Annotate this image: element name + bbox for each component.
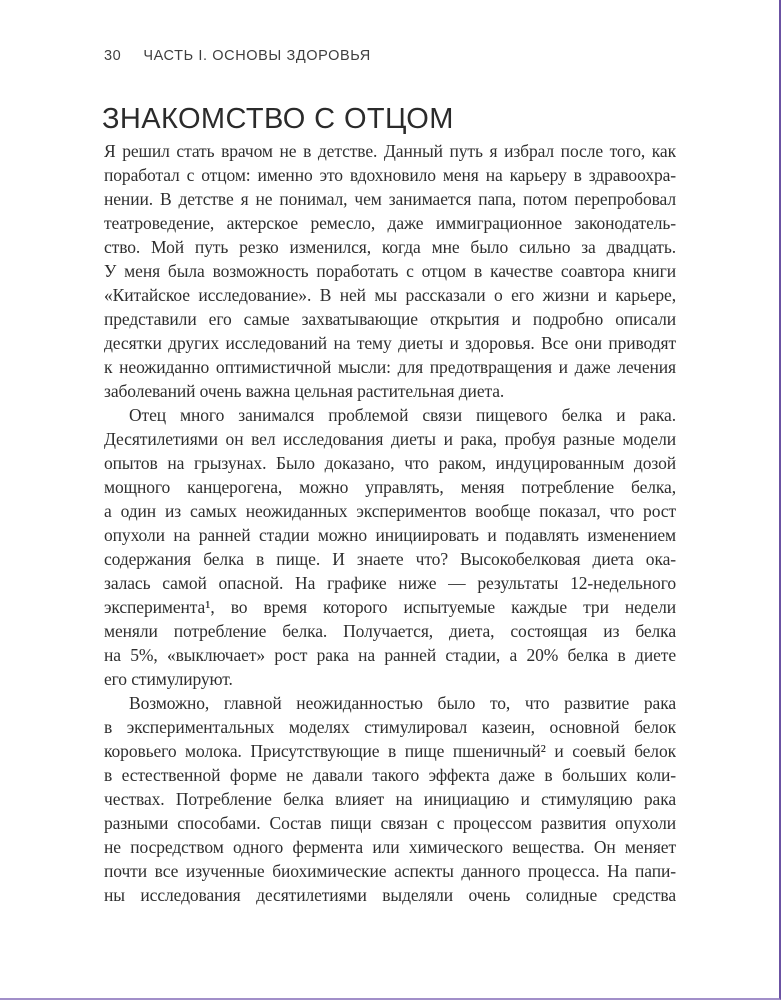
text-line: меняли потребление белка. Получается, диета, состоящая из белка <box>104 621 676 641</box>
text-line: мощного канцерогена, можно управлять, меняя потребление белка, <box>104 477 676 497</box>
body-text <box>104 139 676 907</box>
text-line: Возможно, главной неожиданностью было то, что развитие рака <box>129 693 676 713</box>
running-header <box>104 48 676 64</box>
text-line: содержания белка в пище. И знаете что? Высокобелковая диета ока- <box>104 549 676 569</box>
paragraph <box>104 139 676 403</box>
text-line: не посредством одного фермента или химического вещества. Он меняет <box>104 837 676 857</box>
text-line: к неожиданно оптимистичной мысли: для предотвращения и даже лечения <box>104 357 676 377</box>
text-line: Я решил стать врачом не в детстве. Данный путь я избрал после того, как <box>104 141 676 161</box>
text-line: Десятилетиями он вел исследования диеты и рака, пробуя разные модели <box>104 429 676 449</box>
chapter-title: ЗНАКОМСТВО С ОТЦОМ <box>102 103 454 136</box>
paragraph <box>104 403 676 691</box>
text-line: эксперимента¹, во время которого испытуемые каждые три недели <box>104 597 676 617</box>
text-line: ство. Мой путь резко изменился, когда мне было сильно за двадцать. <box>104 237 676 257</box>
running-head-text: ЧАСТЬ I. ОСНОВЫ ЗДОРОВЬЯ <box>143 48 371 64</box>
text-line: заболеваний очень важна цельная растительная диета. <box>104 381 505 401</box>
text-line: ны исследования десятилетиями выделяли очень солидные средства <box>104 885 676 905</box>
text-line: театроведение, актерское ремесло, даже иммиграционное законодатель- <box>104 213 676 233</box>
text-line: опухоли на ранней стадии можно инициировать и подавлять изменением <box>104 525 676 545</box>
text-line: его стимулируют. <box>104 669 233 689</box>
paragraph <box>104 691 676 907</box>
text-line: У меня была возможность поработать с отцом в качестве соавтора книги <box>104 261 676 281</box>
text-line: Отец много занимался проблемой связи пищевого белка и рака. <box>129 405 676 425</box>
text-line: а один из самых неожиданных экспериментов вообще показал, что рост <box>104 501 676 521</box>
text-line: «Китайское исследование». В ней мы рассказали о его жизни и карьере, <box>104 285 676 305</box>
text-line: разными способами. Состав пищи связан с процессом развития опухоли <box>104 813 676 833</box>
text-line: в естественной форме не давали такого эффекта даже в больших коли- <box>104 765 676 785</box>
text-line: залась самой опасной. На графике ниже — результаты 12-недельного <box>104 573 676 593</box>
text-line: почти все изученные биохимические аспекты данного процесса. На папи- <box>104 861 676 881</box>
text-line: десятки других исследований на тему диеты и здоровья. Все они приводят <box>104 333 676 353</box>
text-line: на 5%, «выключает» рост рака на ранней стадии, а 20% белка в диете <box>104 645 676 665</box>
text-line: в экспериментальных моделях стимулировал казеин, основной белок <box>104 717 676 737</box>
text-line: нении. В детстве я не понимал, чем занимается папа, потом перепробовал <box>104 189 676 209</box>
text-line: опытов на грызунах. Было доказано, что раком, индуцированным дозой <box>104 453 676 473</box>
text-line: поработал с отцом: именно это вдохновило меня на карьеру в здравоохра- <box>104 165 676 185</box>
text-line: коровьего молока. Присутствующие в пище пшеничный² и соевый белок <box>104 741 676 761</box>
text-line: представили его самые захватывающие открытия и подробно описали <box>104 309 676 329</box>
text-line: чествах. Потребление белка влияет на инициацию и стимуляцию рака <box>104 789 676 809</box>
page-number: 30 <box>104 48 122 64</box>
